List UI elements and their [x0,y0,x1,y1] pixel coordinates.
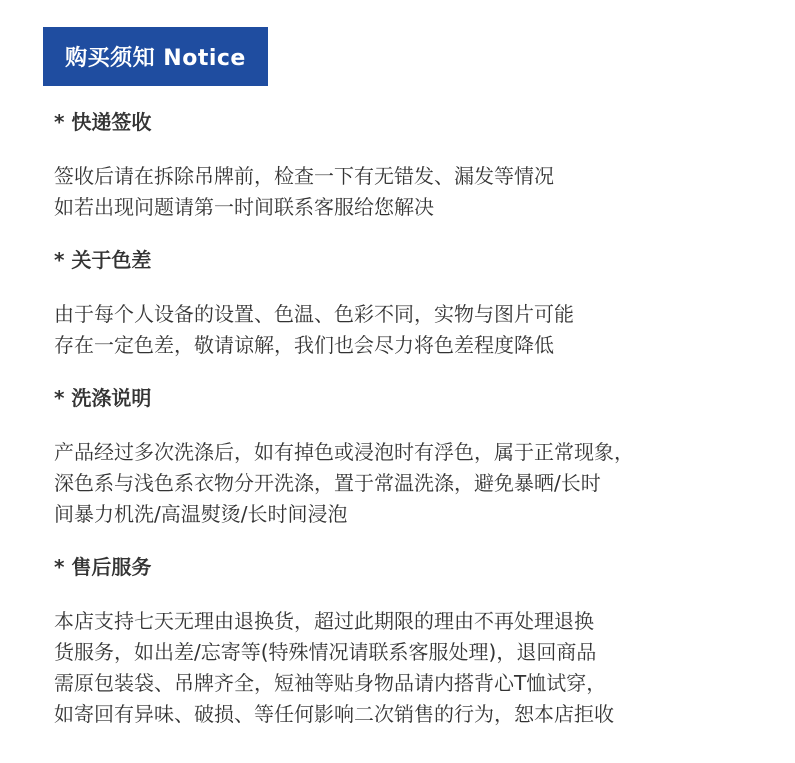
text-line: 产品经过多次洗涤后，如有掉色或浸泡时有浮色，属于正常现象， [54,440,634,464]
text-line: 存在一定色差，敬请谅解，我们也会尽力将色差程度降低 [54,333,554,357]
text-line: 需原包装袋、吊牌齐全，短袖等贴身物品请内搭背心T恤试穿， [54,671,607,695]
section-body-color-difference [54,299,574,361]
text-line: 货服务，如出差/忘寄等(特殊情况请联系客服处理)，退回商品 [54,640,597,664]
section-heading-washing: * 洗涤说明 [54,386,152,410]
section-heading-color-difference: * 关于色差 [54,248,152,272]
section-body-delivery [54,161,554,223]
text-line: 本店支持七天无理由退换货，超过此期限的理由不再处理退换 [54,609,594,633]
section-heading-after-sales: * 售后服务 [54,555,152,579]
section-body-after-sales [54,606,614,730]
text-line: 如寄回有异味、破损、等任何影响二次销售的行为，恕本店拒收 [54,702,614,726]
section-heading-delivery: * 快递签收 [54,110,152,134]
text-line: 签收后请在拆除吊牌前，检查一下有无错发、漏发等情况 [54,164,554,188]
notice-header [43,27,268,86]
text-line: 由于每个人设备的设置、色温、色彩不同，实物与图片可能 [54,302,574,326]
text-line: 深色系与浅色系衣物分开洗涤，置于常温洗涤，避免暴晒/长时 [54,471,601,495]
section-body-washing [54,437,634,530]
text-line: 如若出现问题请第一时间联系客服给您解决 [54,195,434,219]
notice-title: 购买须知 Notice [65,46,246,71]
text-line: 间暴力机洗/高温熨烫/长时间浸泡 [54,502,348,526]
